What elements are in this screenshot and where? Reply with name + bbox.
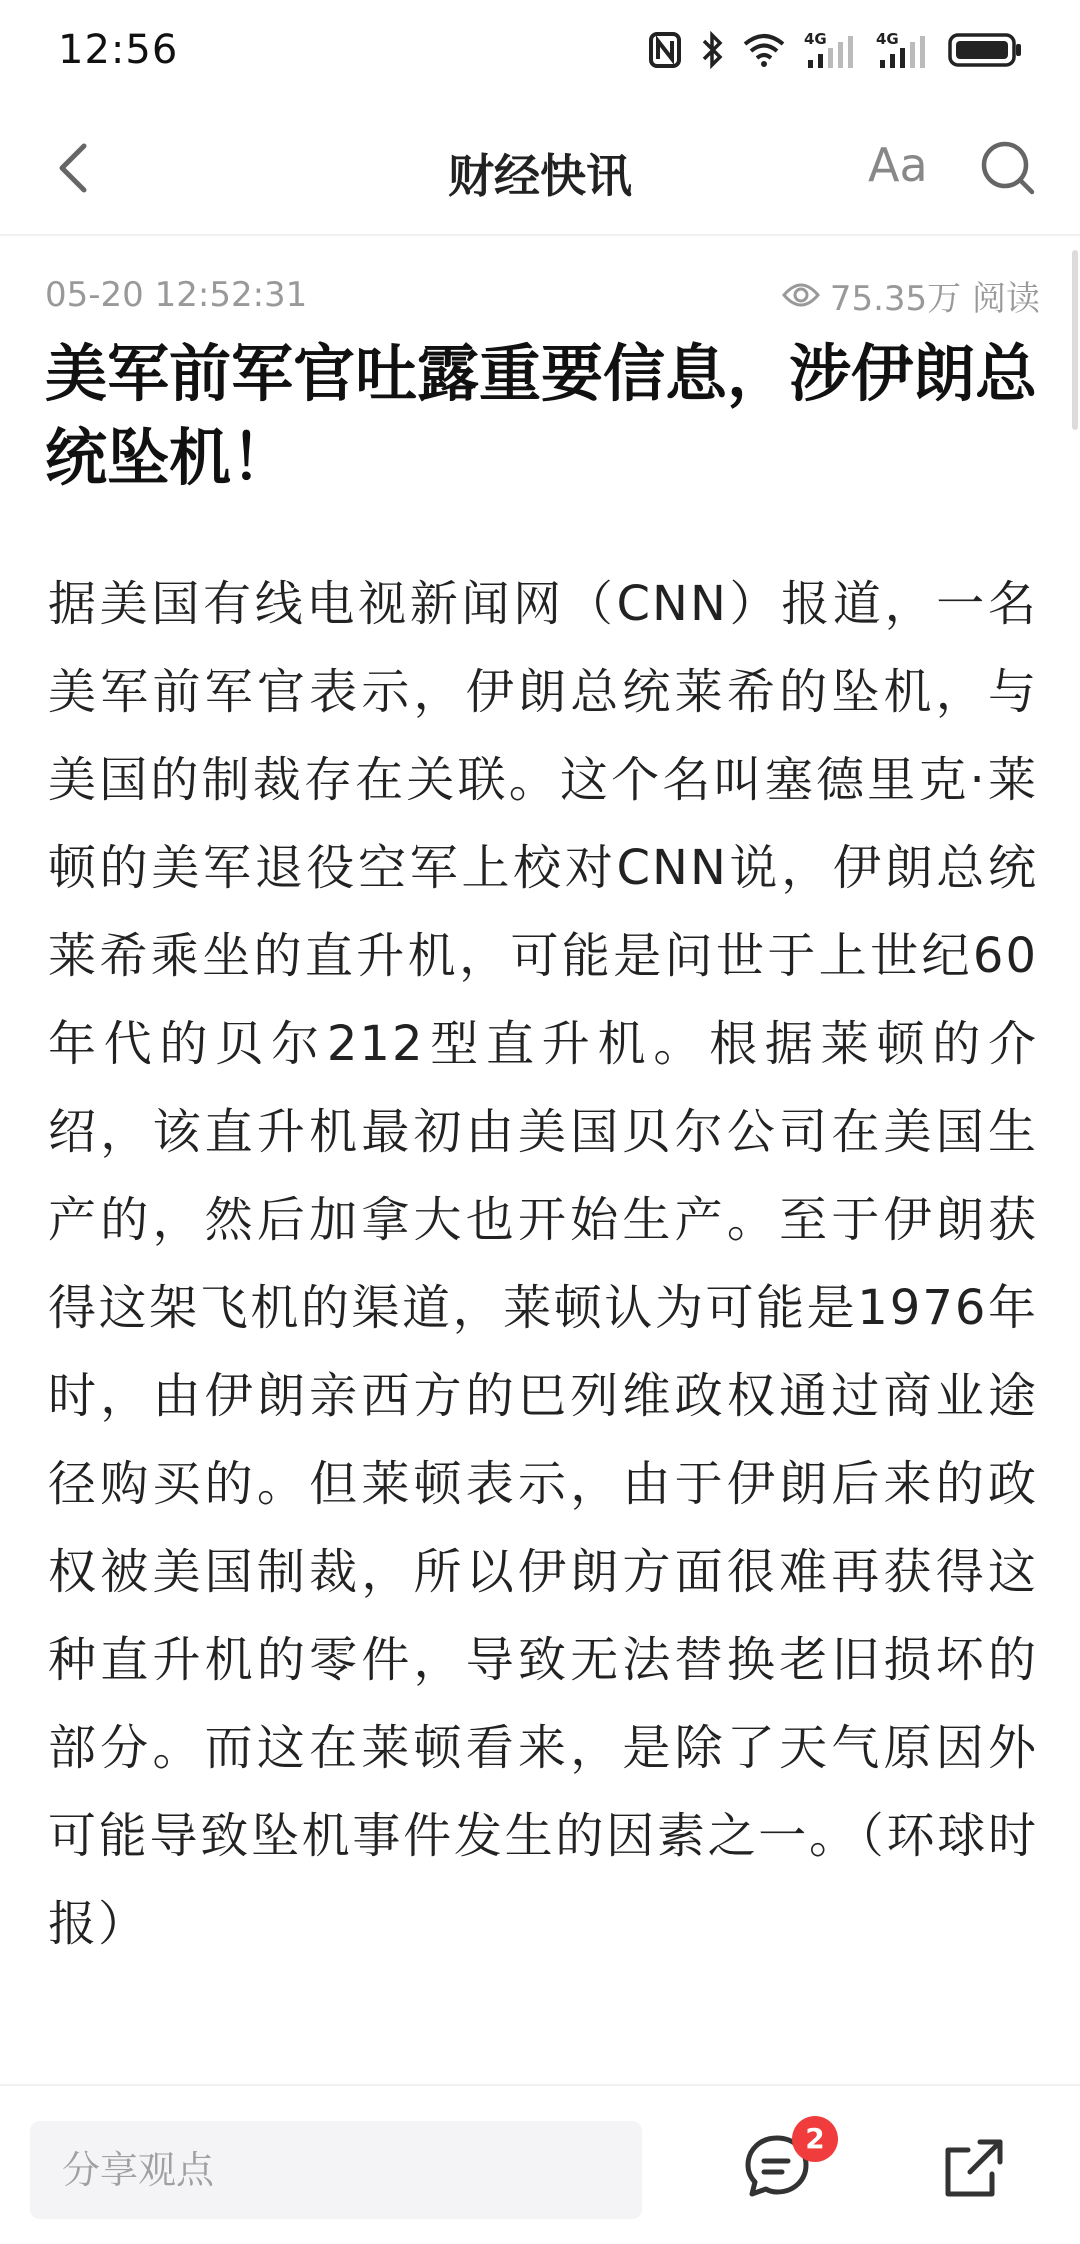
- nav-bar: [0, 100, 1080, 236]
- search-icon[interactable]: [978, 138, 1038, 198]
- bottom-bar: [0, 2084, 1080, 2244]
- view-count-label: 75.35万 阅读: [829, 278, 1040, 319]
- signal-4g-icon: [876, 30, 930, 70]
- page-title: 财经快讯: [448, 149, 632, 203]
- comment-input[interactable]: 分享观点: [30, 2121, 642, 2219]
- article-title: 美军前军官吐露重要信息，涉伊朗总统坠机！: [45, 337, 1038, 494]
- svg-text:4G: 4G: [804, 30, 827, 48]
- article-meta: [45, 270, 1040, 320]
- status-icons: [648, 30, 1024, 70]
- status-bar: [0, 0, 1080, 100]
- eye-icon: [782, 281, 820, 309]
- signal-4g-icon: [804, 30, 858, 70]
- status-time: 12:56: [58, 27, 179, 73]
- wifi-icon: [742, 32, 786, 68]
- share-icon[interactable]: [940, 2136, 1006, 2202]
- article-body: 据美国有线电视新闻网（CNN）报道，一名美军前军官表示，伊朗总统莱希的坠机，与美国的制裁存在关联。这个名叫塞德里克·莱顿的美军退役空军上校对CNN说，伊朗总统莱希乘坐的直升机，可能是问世于上世纪60年代的贝尔212型直升机。根据莱顿的介绍，该直升机最初由美国贝尔公司在美国生产的，然后加拿大也开始生产。至于伊朗获得这架飞机的渠道，莱顿认为可能是1976年时，由伊朗亲西方的巴列维政权通过商业途径购买的。但莱顿表示，由于伊朗后来的政权被美国制裁，所以伊朗方面很难再获得这种直升机的零件，导致无法替换老旧损坏的部分。而这在莱顿看来，是除了天气原因外可能导致坠机事件发生的因素之一。（环球时报）: [48, 576, 1038, 1952]
- font-size-button[interactable]: Aa: [868, 138, 928, 192]
- bluetooth-icon: [700, 31, 724, 69]
- battery-icon: [948, 31, 1024, 69]
- svg-text:4G: 4G: [876, 30, 899, 48]
- comment-count-badge: 2: [792, 2116, 838, 2162]
- view-count: [782, 271, 1040, 320]
- publish-time: 05-20 12:52:31: [45, 275, 308, 315]
- scroll-indicator[interactable]: [1072, 250, 1078, 430]
- nfc-icon: [648, 31, 682, 69]
